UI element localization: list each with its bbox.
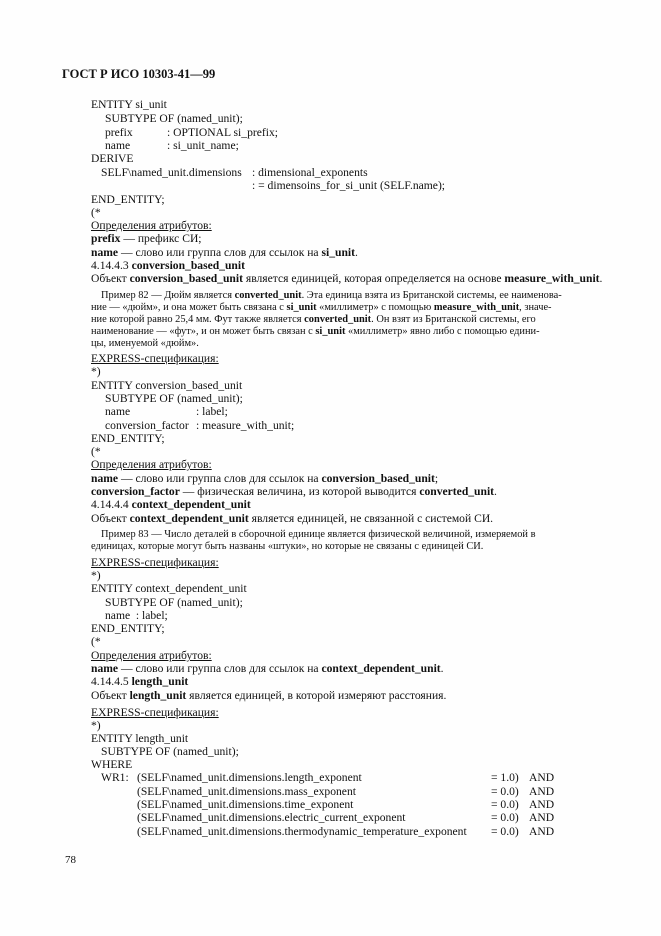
code-line: SELF\named_unit.dimensions : dimensional_exponents [101, 166, 368, 179]
code-line: ENTITY conversion_based_unit [91, 379, 243, 392]
where-rule-expr: (SELF\named_unit.dimensions.length_exponent [137, 771, 362, 784]
code-line: SUBTYPE OF (named_unit); [105, 112, 243, 125]
where-rule-op: AND [529, 811, 555, 824]
where-rule-value: = 0.0) [491, 785, 519, 798]
attr-defs-heading: Определения атрибутов: [91, 458, 212, 471]
code-line: *) [91, 719, 101, 732]
attr-defs-heading: Определения атрибутов: [91, 219, 212, 232]
code-line: (* [91, 445, 101, 458]
where-rule-op: AND [529, 798, 555, 811]
code-line: prefix : OPTIONAL si_prefix; [105, 126, 278, 139]
example-line: ние которой равно 25,4 мм. Фут также является converted_unit. Он взят из Британской системы, его [91, 314, 536, 325]
code-line: ENTITY length_unit [91, 732, 189, 745]
code-line: END_ENTITY; [91, 193, 165, 206]
code-line: END_ENTITY; [91, 432, 165, 445]
where-rule-value: = 0.0) [491, 825, 519, 838]
where-rule-value: = 0.0) [491, 798, 519, 811]
express-spec-heading: EXPRESS-спецификация: [91, 352, 219, 365]
where-rule-expr: (SELF\named_unit.dimensions.electric_current_exponent [137, 811, 406, 824]
section-heading: 4.14.4.5 length_unit [91, 675, 189, 688]
section-heading: 4.14.4.4 context_dependent_unit [91, 498, 251, 511]
where-rule-expr: (SELF\named_unit.dimensions.time_exponent [137, 798, 354, 811]
code-line: END_ENTITY; [91, 622, 165, 635]
code-line: name : label; [105, 405, 228, 418]
attr-def: name — слово или группа слов для ссылок на si_unit. [91, 246, 358, 259]
code-line: SUBTYPE OF (named_unit); [105, 392, 243, 405]
attr-def: prefix — префикс СИ; [91, 232, 202, 245]
code-line: ENTITY si_unit [91, 98, 167, 111]
code-line: (* [91, 635, 101, 648]
example-line: единицах, которые могут быть названы «штуки», но которые не связаны с единицей СИ. [91, 541, 484, 552]
where-rule-value: = 0.0) [491, 811, 519, 824]
code-line: WHERE [91, 758, 133, 771]
code-line: (* [91, 206, 101, 219]
paragraph: Объект length_unit является единицей, в которой измеряют расстояния. [91, 689, 447, 702]
code-line: *) [91, 365, 101, 378]
express-spec-heading: EXPRESS-спецификация: [91, 706, 219, 719]
attr-defs-heading: Определения атрибутов: [91, 649, 212, 662]
code-line: name : label; [105, 609, 168, 622]
code-line: : = dimensoins_for_si_unit (SELF.name); [252, 179, 446, 192]
paragraph: Объект conversion_based_unit является единицей, которая определяется на основе measure_with_unit. [91, 272, 603, 285]
where-rule-value: = 1.0) [491, 771, 519, 784]
code-line: DERIVE [91, 152, 134, 165]
example-line: ние — «дюйм», и она может быть связана с si_unit «миллиметр» с помощью measure_with_unit, значе- [91, 302, 552, 313]
attr-def: name — слово или группа слов для ссылок на conversion_based_unit; [91, 472, 439, 485]
where-rule-op: AND [529, 771, 555, 784]
attr-def: conversion_factor — физическая величина, из которой выводится converted_unit. [91, 485, 497, 498]
where-rule-expr: (SELF\named_unit.dimensions.thermodynamic_temperature_exponent [137, 825, 467, 838]
paragraph: Объект context_dependent_unit является единицей, не связанной с системой СИ. [91, 512, 494, 525]
code-line: name : si_unit_name; [105, 139, 239, 152]
page-number: 78 [65, 854, 76, 866]
where-rule-op: AND [529, 825, 555, 838]
example-line: цы, именуемой «дюйм». [91, 338, 199, 349]
example-line: Пример 82 — Дюйм является converted_unit. Эта единица взята из Британской системы, ее наименова- [101, 290, 562, 301]
section-heading: 4.14.4.3 conversion_based_unit [91, 259, 245, 272]
example-line: Пример 83 — Число деталей в сборочной единице является физической величиной, измеряемой в [101, 529, 536, 540]
express-spec-heading: EXPRESS-спецификация: [91, 556, 219, 569]
code-line: conversion_factor : measure_with_unit; [105, 419, 295, 432]
code-line: *) [91, 569, 101, 582]
attr-def: name — слово или группа слов для ссылок на context_dependent_unit. [91, 662, 444, 675]
example-line: наименование — «фут», и он может быть связан с si_unit «миллиметр» явно либо с помощью едини- [91, 326, 540, 337]
where-rule-op: AND [529, 785, 555, 798]
running-header: ГОСТ Р ИСО 10303-41—99 [62, 67, 216, 81]
where-rule-expr: (SELF\named_unit.dimensions.mass_exponent [137, 785, 356, 798]
code-line: ENTITY context_dependent_unit [91, 582, 247, 595]
where-rule-label: WR1: [101, 771, 129, 784]
code-line: SUBTYPE OF (named_unit); [101, 745, 239, 758]
code-line: SUBTYPE OF (named_unit); [105, 596, 243, 609]
